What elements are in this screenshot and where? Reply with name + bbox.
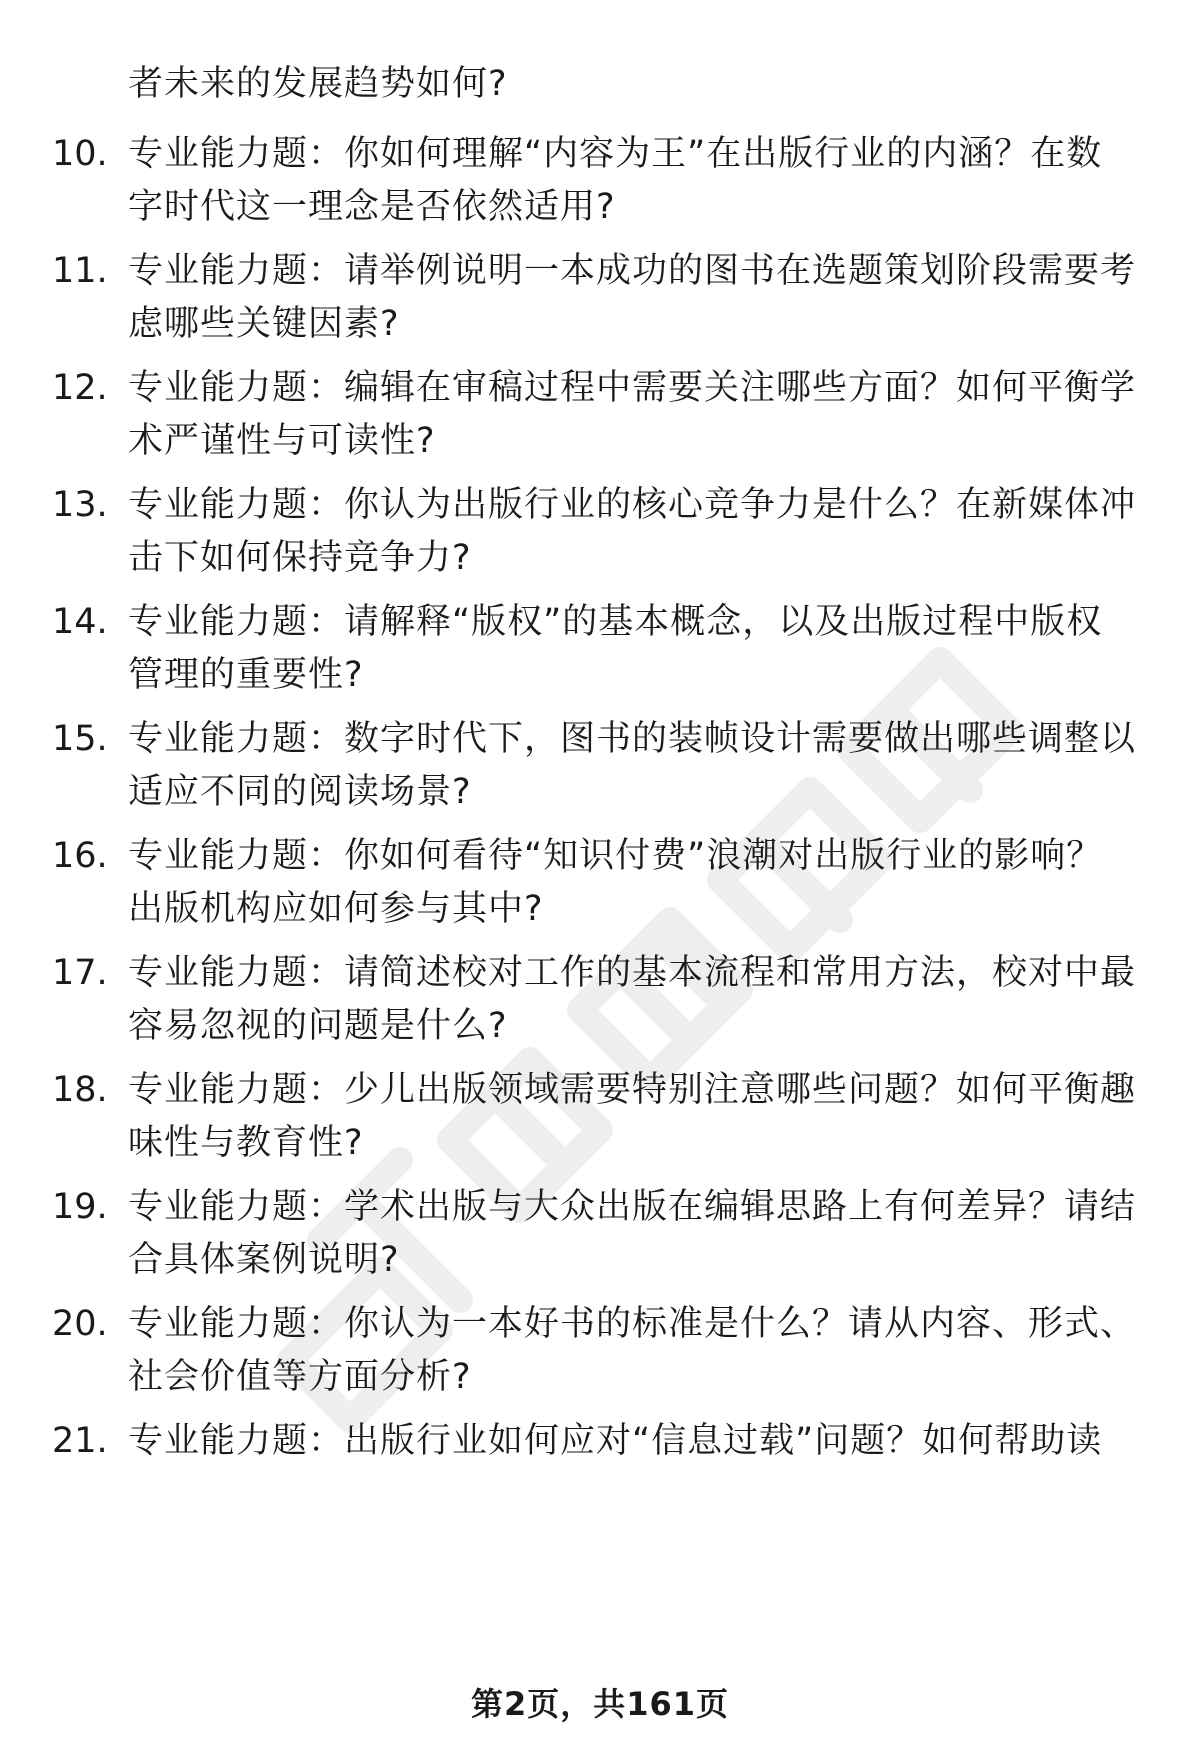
question-number: 21. [52, 1421, 108, 1461]
question-item-10 [0, 128, 1200, 238]
question-text [128, 362, 1138, 468]
question-item-11 [0, 245, 1200, 355]
question-number: 17. [52, 953, 108, 993]
question-line: 专业能力题：少儿出版领域需要特别注意哪些问题？如何平衡趣 [128, 1070, 1137, 1110]
question-line: 专业能力题：编辑在审稿过程中需要关注哪些方面？如何平衡学 [128, 368, 1137, 408]
continuation-text: 者未来的发展趋势如何? [128, 64, 508, 104]
question-item-21 [0, 1415, 1200, 1525]
question-text [128, 245, 1138, 351]
question-item-18 [0, 1064, 1200, 1174]
question-number: 12. [52, 368, 108, 408]
question-item-12 [0, 362, 1200, 472]
question-text [128, 596, 1138, 702]
question-number: 13. [52, 485, 108, 525]
question-text [128, 1064, 1138, 1170]
question-text [128, 1181, 1138, 1287]
question-line: 管理的重要性? [128, 655, 364, 695]
question-line: 合具体案例说明? [128, 1240, 400, 1280]
question-number: 15. [52, 719, 108, 759]
question-line: 容易忽视的问题是什么? [128, 1006, 508, 1046]
question-text [128, 830, 1138, 936]
question-line: 专业能力题：你如何理解“内容为王”在出版行业的内涵？在数 [128, 134, 1103, 174]
question-line: 击下如何保持竞争力? [128, 538, 472, 578]
question-text [128, 1415, 1138, 1468]
question-line: 专业能力题：请解释“版权”的基本概念，以及出版过程中版权 [128, 602, 1103, 642]
question-item-14 [0, 596, 1200, 706]
question-line: 专业能力题：学术出版与大众出版在编辑思路上有何差异？请结 [128, 1187, 1137, 1227]
question-line: 术严谨性与可读性? [128, 421, 436, 461]
question-number: 10. [52, 134, 108, 174]
question-line: 味性与教育性? [128, 1123, 364, 1163]
question-line: 专业能力题：请简述校对工作的基本流程和常用方法，校对中最 [128, 953, 1137, 993]
question-line: 出版机构应如何参与其中? [128, 889, 544, 929]
question-line: 专业能力题：请举例说明一本成功的图书在选题策划阶段需要考 [128, 251, 1137, 291]
question-item-13 [0, 479, 1200, 589]
question-text [128, 947, 1138, 1053]
page-footer: 第2页，共161页 [470, 1685, 730, 1723]
question-number: 20. [52, 1304, 108, 1344]
question-text [128, 713, 1138, 819]
question-line: 专业能力题：你如何看待“知识付费”浪潮对出版行业的影响？ [128, 836, 1103, 876]
question-number: 19. [52, 1187, 108, 1227]
question-line: 专业能力题：出版行业如何应对“信息过载”问题？如何帮助读 [128, 1421, 1103, 1461]
question-number: 14. [52, 602, 108, 642]
question-text [128, 1298, 1138, 1404]
question-line: 虑哪些关键因素? [128, 304, 400, 344]
question-line: 字时代这一理念是否依然适用? [128, 187, 616, 227]
question-line: 社会价值等方面分析? [128, 1357, 472, 1397]
question-number: 16. [52, 836, 108, 876]
question-line: 专业能力题：数字时代下，图书的装帧设计需要做出哪些调整以 [128, 719, 1137, 759]
question-item-19 [0, 1181, 1200, 1291]
question-number: 11. [52, 251, 108, 291]
question-item-15 [0, 713, 1200, 823]
question-line: 专业能力题：你认为一本好书的标准是什么？请从内容、形式、 [128, 1304, 1137, 1344]
question-text [128, 479, 1138, 585]
question-item-20 [0, 1298, 1200, 1408]
question-line: 专业能力题：你认为出版行业的核心竞争力是什么？在新媒体冲 [128, 485, 1137, 525]
question-line: 适应不同的阅读场景? [128, 772, 472, 812]
question-item-16 [0, 830, 1200, 940]
question-number: 18. [52, 1070, 108, 1110]
question-text [128, 128, 1138, 234]
question-item-17 [0, 947, 1200, 1057]
